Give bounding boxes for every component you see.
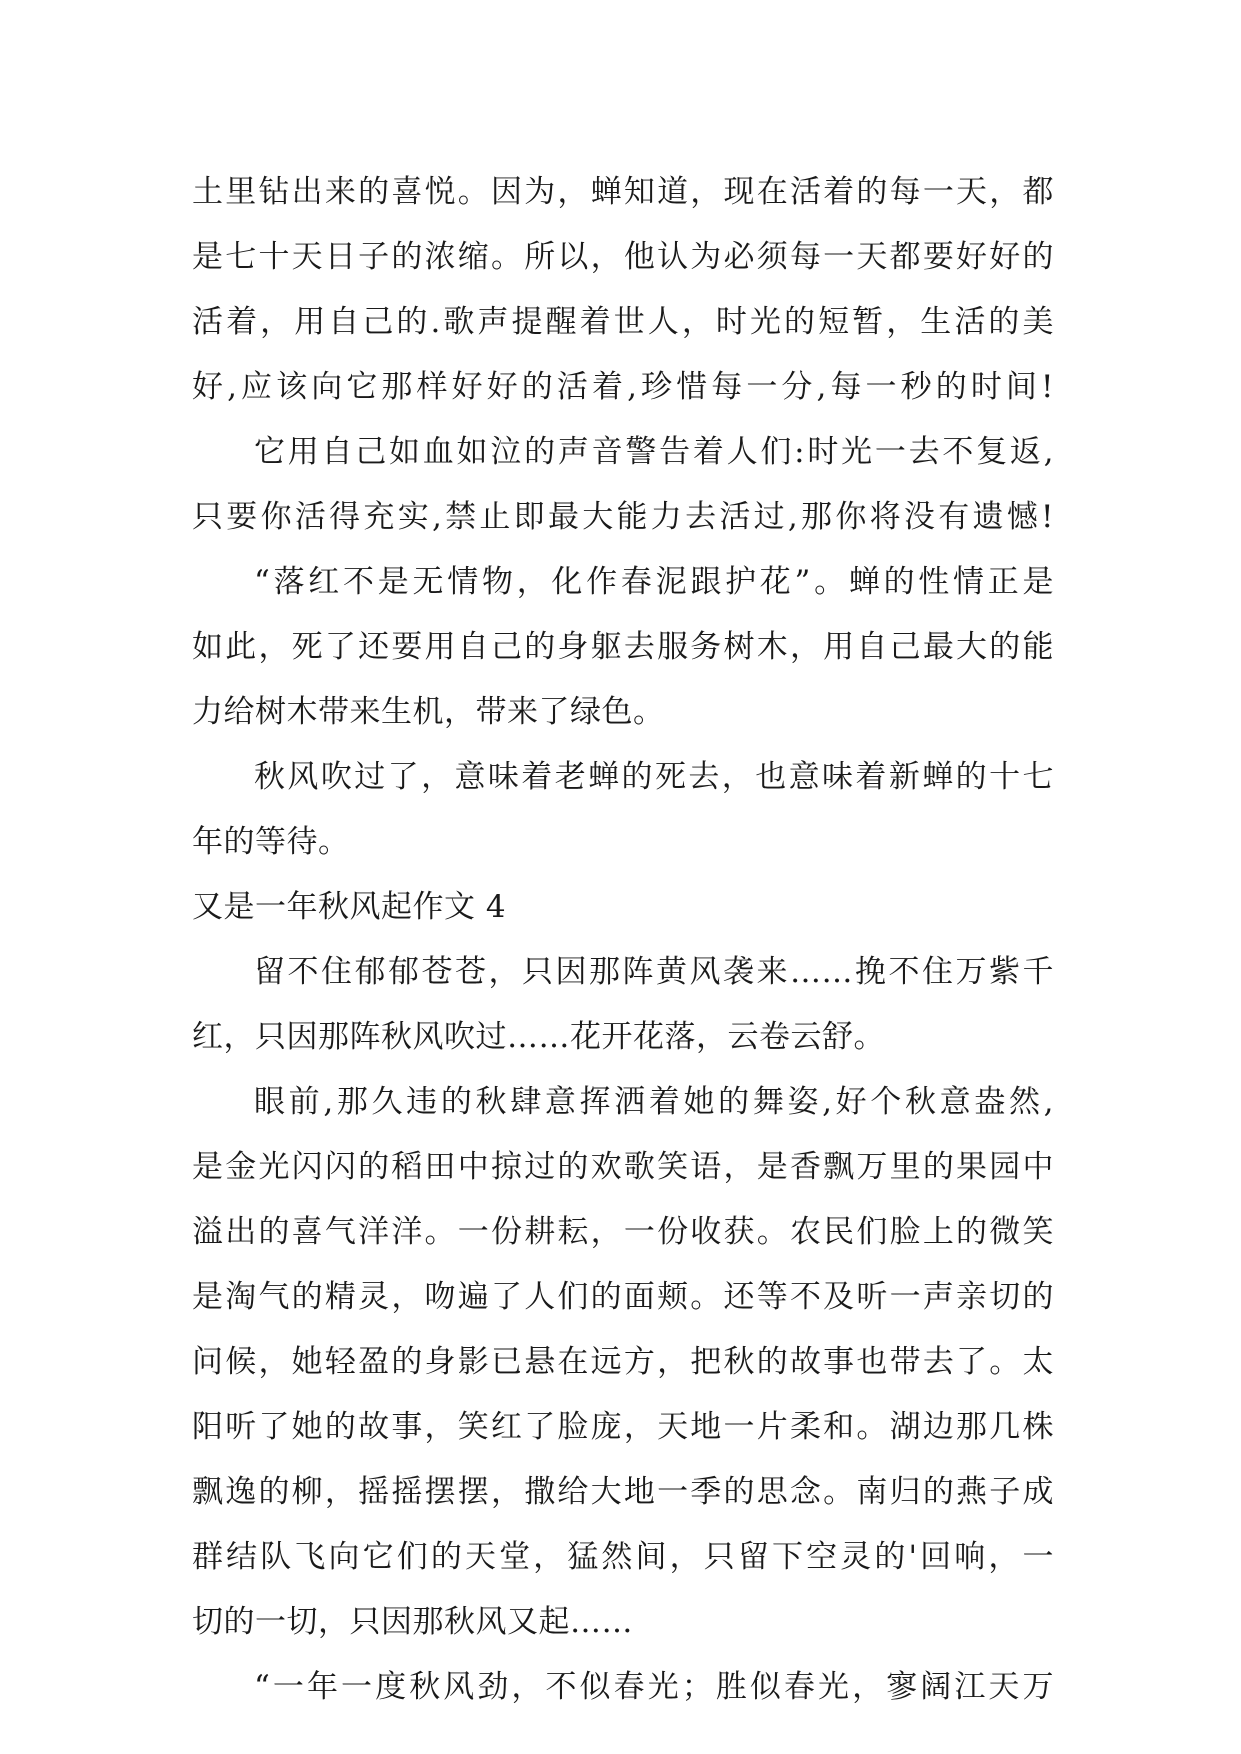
text-line: 土里钻出来的喜悦。因为，蝉知道，现在活着的每一天，都 [192, 174, 1054, 210]
text-line: 切的一切，只因那秋风又起…… [192, 1604, 633, 1640]
text-line: 如此，死了还要用自己的身躯去服务树木，用自己最大的能 [192, 629, 1054, 665]
text-line: 它用自己如血如泣的声音警告着人们:时光一去不复返, [254, 434, 1054, 470]
text-line: 飘逸的柳，摇摇摆摆，撒给大地一季的思念。南归的燕子成 [192, 1474, 1054, 1510]
text-line: 活着，用自己的.歌声提醒着世人，时光的短暂，生活的美 [192, 304, 1054, 340]
text-line: 只要你活得充实,禁止即最大能力去活过,那你将没有遗憾! [192, 499, 1054, 535]
text-line: 溢出的喜气洋洋。一份耕耘，一份收获。农民们脸上的微笑 [192, 1214, 1054, 1250]
text-line: 红，只因那阵秋风吹过……花开花落，云卷云舒。 [192, 1019, 885, 1055]
text-line: 是淘气的精灵，吻遍了人们的面颊。还等不及听一声亲切的 [192, 1279, 1054, 1315]
text-line: 是七十天日子的浓缩。所以，他认为必须每一天都要好好的 [192, 239, 1054, 275]
text-line: 留不住郁郁苍苍，只因那阵黄风袭来……挽不住万紫千 [254, 954, 1054, 990]
text-line: 年的等待。 [192, 824, 350, 860]
text-line: 阳听了她的故事，笑红了脸庞，天地一片柔和。湖边那几株 [192, 1409, 1054, 1445]
text-line: 秋风吹过了，意味着老蝉的死去，也意味着新蝉的十七 [254, 759, 1054, 795]
text-line: “一年一度秋风劲，不似春光；胜似春光，寥阔江天万 [254, 1669, 1054, 1705]
document-page [192, 160, 1054, 1720]
text-line: 力给树木带来生机，带来了绿色。 [192, 694, 665, 730]
text-line: 好,应该向它那样好好的活着,珍惜每一分,每一秒的时间! [192, 369, 1054, 405]
text-line: 问候，她轻盈的身影已悬在远方，把秋的故事也带去了。太 [192, 1344, 1054, 1380]
text-line: “落红不是无情物，化作春泥跟护花”。蝉的性情正是 [254, 564, 1054, 600]
text-line: 是金光闪闪的稻田中掠过的欢歌笑语，是香飘万里的果园中 [192, 1149, 1054, 1185]
section-heading: 又是一年秋风起作文 4 [192, 889, 507, 925]
text-line: 群结队飞向它们的天堂，猛然间，只留下空灵的'回响，一 [192, 1539, 1054, 1575]
text-line: 眼前,那久违的秋肆意挥洒着她的舞姿,好个秋意盎然, [254, 1084, 1054, 1120]
